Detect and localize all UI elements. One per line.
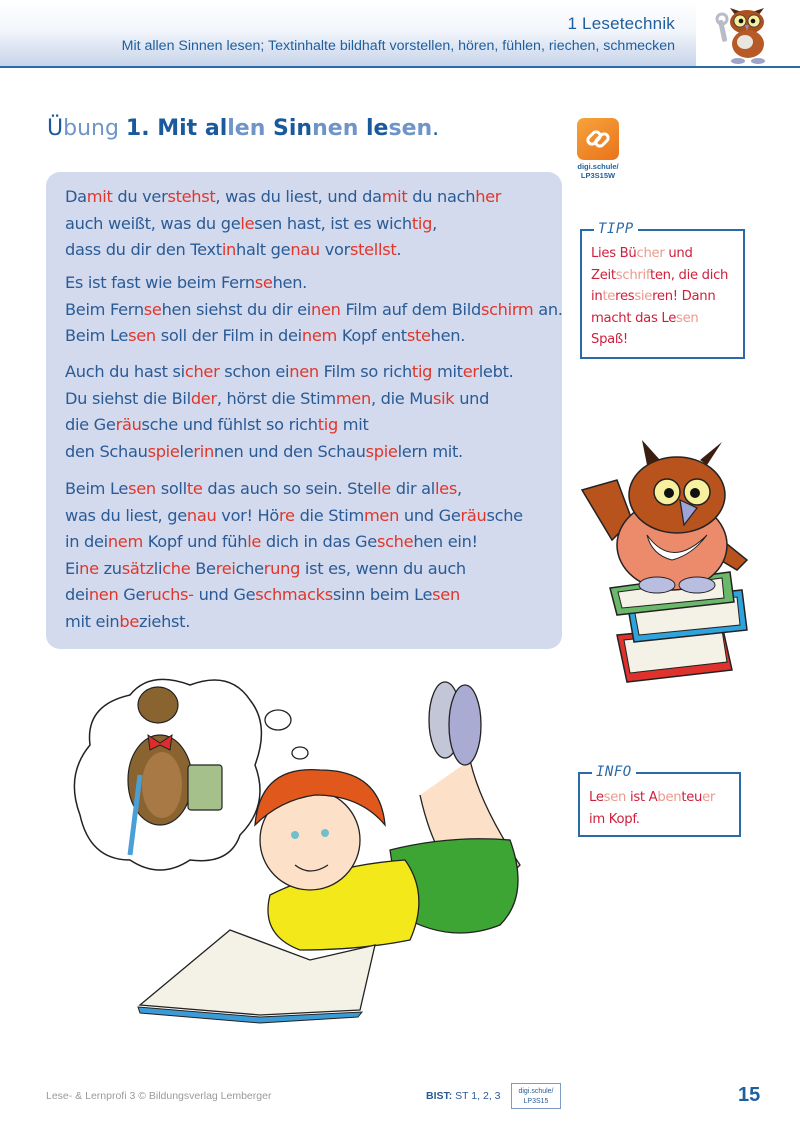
chapter-subtitle: Mit allen Sinnen lesen; Textinhalte bildhaft vorstellen, hören, fühlen, riechen, schmecken <box>121 38 675 54</box>
syllable: und <box>454 388 490 408</box>
syllable: lebt. <box>478 362 514 381</box>
text-line <box>65 503 523 530</box>
reading-text-box <box>46 172 562 649</box>
syllable: den Schau <box>65 441 148 461</box>
syllable: in <box>591 289 603 304</box>
syllable: nau <box>290 240 320 259</box>
bist-value: ST 1, 2, 3 <box>452 1090 501 1102</box>
syllable: nen <box>88 585 119 604</box>
syllable: sche <box>376 532 414 551</box>
bist-standards <box>426 1090 501 1102</box>
syllable: hen. <box>430 326 466 345</box>
syllable: sen <box>128 479 156 498</box>
footer-digi-line2: LP3S15 <box>523 1097 549 1105</box>
syllable: dass du dir den Text <box>65 240 222 259</box>
syllable: nen <box>289 362 319 381</box>
syllable: vor <box>319 240 350 259</box>
syllable: sätz <box>121 558 154 578</box>
syllable: ten, die dich <box>649 267 729 283</box>
syllable: li <box>153 558 163 578</box>
text-line <box>589 787 715 809</box>
syllable: se <box>143 299 162 319</box>
syllable: sen <box>603 790 627 805</box>
syllable: ist es, wenn du auch <box>300 558 466 578</box>
boy-reading-dreaming-of-bear-illustration <box>60 665 540 1025</box>
syllable: te <box>186 479 203 498</box>
syllable: das auch so sein. Stel <box>202 479 378 498</box>
syllable: Kopf und füh <box>142 532 248 551</box>
syllable: Kopf ent <box>336 326 407 345</box>
syllable: te <box>602 289 616 304</box>
syllable: Ei <box>65 558 80 578</box>
paragraph-2 <box>65 270 563 350</box>
text-line <box>65 211 501 238</box>
tip-text <box>591 243 728 351</box>
syllable: mit <box>86 187 113 206</box>
syllable: ruchs- <box>145 585 194 604</box>
syllable: in dei <box>65 532 108 551</box>
digi-link-button[interactable] <box>577 118 619 160</box>
syllable: an. <box>533 299 563 319</box>
syllable: se <box>254 273 273 292</box>
syllable: und <box>664 246 693 261</box>
syllable: nem <box>107 532 143 551</box>
exercise-title <box>47 116 439 141</box>
text-line <box>65 582 523 609</box>
syllable: dir al <box>390 479 435 498</box>
syllable: tig <box>411 213 433 233</box>
syllable: , <box>456 479 462 498</box>
syllable: spie <box>147 441 180 461</box>
syllable: halt ge <box>236 240 291 259</box>
syllable: Lies Bü <box>591 246 637 261</box>
syllable: le <box>247 532 262 551</box>
footer-digi-line1: digi.schule/ <box>518 1088 554 1095</box>
syllable: sche und fühlst so rich <box>141 415 318 434</box>
syllable: mit <box>381 187 408 206</box>
syllable: er <box>462 362 479 381</box>
title-syllable: nen <box>312 116 367 141</box>
syllable: zu <box>98 558 122 578</box>
title-syllable: 1. <box>125 116 158 141</box>
title-syllable: len <box>227 116 274 141</box>
syllable: Da <box>65 187 87 206</box>
syllable: schmacks <box>255 585 333 604</box>
footer-digi-link[interactable] <box>511 1083 561 1109</box>
syllable: die Stim <box>294 505 364 525</box>
text-line <box>589 809 715 831</box>
tip-label: TIPP <box>594 221 638 237</box>
syllable: les <box>434 479 457 498</box>
syllable: cher <box>184 362 220 381</box>
text-line <box>591 329 728 351</box>
text-line <box>65 556 523 583</box>
link-chain-icon <box>584 125 612 153</box>
syllable: rei <box>215 558 236 578</box>
text-line <box>65 270 563 297</box>
syllable: dei <box>65 585 89 604</box>
syllable: mit ein <box>65 611 120 631</box>
syllable: der <box>190 388 217 408</box>
text-line <box>65 529 523 556</box>
syllable: hen siehst du dir ei <box>161 299 312 319</box>
syllable: mit <box>432 362 463 381</box>
syllable: nen und den Schau <box>213 441 366 461</box>
syllable: hen ein! <box>413 532 478 551</box>
syllable: che <box>162 558 191 578</box>
syllable: spie <box>365 441 398 461</box>
syllable: Es ist fast wie beim Fern <box>65 273 255 292</box>
syllable: Film auf dem Bild <box>340 299 481 319</box>
info-box <box>578 764 741 837</box>
text-line <box>65 297 563 324</box>
syllable: . <box>396 240 402 259</box>
syllable: , die Mu <box>370 388 433 408</box>
syllable: dich in das Ge <box>261 532 377 551</box>
syllable: Beim Le <box>65 326 129 345</box>
text-line <box>591 243 728 265</box>
text-line <box>591 286 728 308</box>
syllable: Ge <box>118 585 146 604</box>
syllable: tig <box>411 362 433 381</box>
syllable: men <box>363 505 400 525</box>
syllable: schrif <box>615 267 650 283</box>
syllable: , hörst die Stim <box>216 388 336 408</box>
syllable: ne <box>79 558 99 578</box>
syllable: her <box>475 187 502 206</box>
digi-link-line1: digi.schule/ <box>577 162 619 171</box>
syllable: le <box>179 441 194 461</box>
syllable: Film so rich <box>318 362 412 381</box>
syllable: Beim Fern <box>65 299 144 319</box>
syllable: hen. <box>272 273 308 292</box>
syllable: tig <box>317 415 338 434</box>
syllable: stellst <box>349 240 397 259</box>
text-line <box>65 412 513 439</box>
syllable: le <box>377 479 391 498</box>
syllable: sinn beim Le <box>332 585 433 604</box>
syllable: im Kopf. <box>589 811 640 827</box>
info-label: INFO <box>592 764 636 780</box>
syllable: Beim Le <box>65 479 129 498</box>
syllable: , was du liest, und da <box>215 187 382 206</box>
syllable: lern mit. <box>397 441 463 461</box>
syllable: sen <box>676 310 699 326</box>
owl-on-books-illustration <box>572 430 762 685</box>
syllable: er <box>702 790 716 805</box>
syllable: sie <box>634 289 653 304</box>
text-line <box>65 323 563 350</box>
syllable: sen <box>432 585 460 604</box>
syllable: soll <box>155 479 187 498</box>
title-syllable: sen <box>388 116 433 141</box>
syllable: die Ge <box>65 415 116 434</box>
title-syllable: bung <box>63 116 126 141</box>
syllable: soll der Film in dei <box>155 326 302 345</box>
syllable: in <box>221 240 237 259</box>
digi-link-code[interactable] <box>570 162 626 180</box>
bist-label: BIST: <box>426 1090 453 1102</box>
syllable: und Ge <box>399 505 461 525</box>
syllable: räu <box>115 415 142 434</box>
syllable: du nach <box>407 187 476 206</box>
syllable: sen hast, ist es wich <box>254 213 412 233</box>
syllable: Le <box>589 790 604 805</box>
syllable: schon ei <box>219 362 290 381</box>
syllable: re <box>279 505 295 525</box>
syllable: schirm <box>480 299 534 319</box>
title-syllable: Mit <box>157 116 205 141</box>
owl-mechanic-icon <box>712 2 782 66</box>
syllable: , <box>432 213 437 233</box>
syllable: räu <box>460 505 487 525</box>
syllable: Du siehst die Bil <box>65 388 191 408</box>
syllable: le <box>240 213 255 233</box>
syllable: mit <box>337 415 369 434</box>
title-syllable: al <box>204 116 228 141</box>
syllable: ste <box>406 326 431 345</box>
syllable: ziehst. <box>139 611 191 631</box>
syllable: sen <box>128 326 156 345</box>
paragraph-1 <box>65 184 501 264</box>
syllable: Zeit <box>591 267 616 283</box>
syllable: cher <box>636 246 665 261</box>
title-syllable: . <box>432 116 440 141</box>
syllable: rin <box>193 441 214 461</box>
text-line <box>65 609 523 636</box>
syllable: be <box>119 611 140 631</box>
title-syllable: le <box>366 116 389 141</box>
digi-link-line2: LP3S15W <box>580 171 616 180</box>
tip-box <box>580 221 745 359</box>
syllable: Be <box>190 558 216 578</box>
syllable: was du liest, ge <box>65 505 187 525</box>
syllable: teu <box>681 790 703 805</box>
syllable: ben <box>657 790 682 805</box>
header-divider <box>0 66 800 68</box>
syllable: Spaß! <box>591 332 628 347</box>
syllable: men <box>335 388 371 408</box>
syllable: rung <box>263 558 301 578</box>
text-line <box>65 439 513 466</box>
syllable: und Ge <box>193 585 256 604</box>
text-line <box>65 476 523 503</box>
title-syllable: Ü <box>47 116 64 141</box>
text-line <box>591 265 728 287</box>
syllable: res <box>615 289 635 304</box>
paragraph-4 <box>65 476 523 635</box>
text-line <box>65 386 513 413</box>
title-syllable: Sin <box>273 116 313 141</box>
chapter-title: 1 Lesetechnik <box>567 14 675 33</box>
syllable: ren! Dann <box>652 289 716 304</box>
page-number: 15 <box>738 1084 761 1106</box>
syllable: macht das Le <box>591 310 677 326</box>
syllable: du ver <box>112 187 168 206</box>
syllable: ist A <box>626 790 658 805</box>
syllable: vor! Hö <box>216 505 280 525</box>
copyright-notice: Lese- & Lernprofi 3 © Bildungsverlag Lemberger <box>46 1090 272 1102</box>
text-line <box>65 359 513 386</box>
syllable: sche <box>486 505 523 525</box>
syllable: che <box>235 558 264 578</box>
text-line <box>591 308 728 330</box>
syllable: nem <box>301 326 337 345</box>
syllable: sik <box>432 388 455 408</box>
syllable: stehst <box>167 187 216 206</box>
syllable: nen <box>311 299 341 319</box>
text-line <box>65 237 501 264</box>
text-line <box>65 184 501 211</box>
syllable: auch weißt, was du ge <box>65 213 241 233</box>
info-text <box>589 787 715 830</box>
syllable: nau <box>186 505 217 525</box>
paragraph-3 <box>65 359 513 465</box>
syllable: Auch du hast si <box>65 362 185 381</box>
